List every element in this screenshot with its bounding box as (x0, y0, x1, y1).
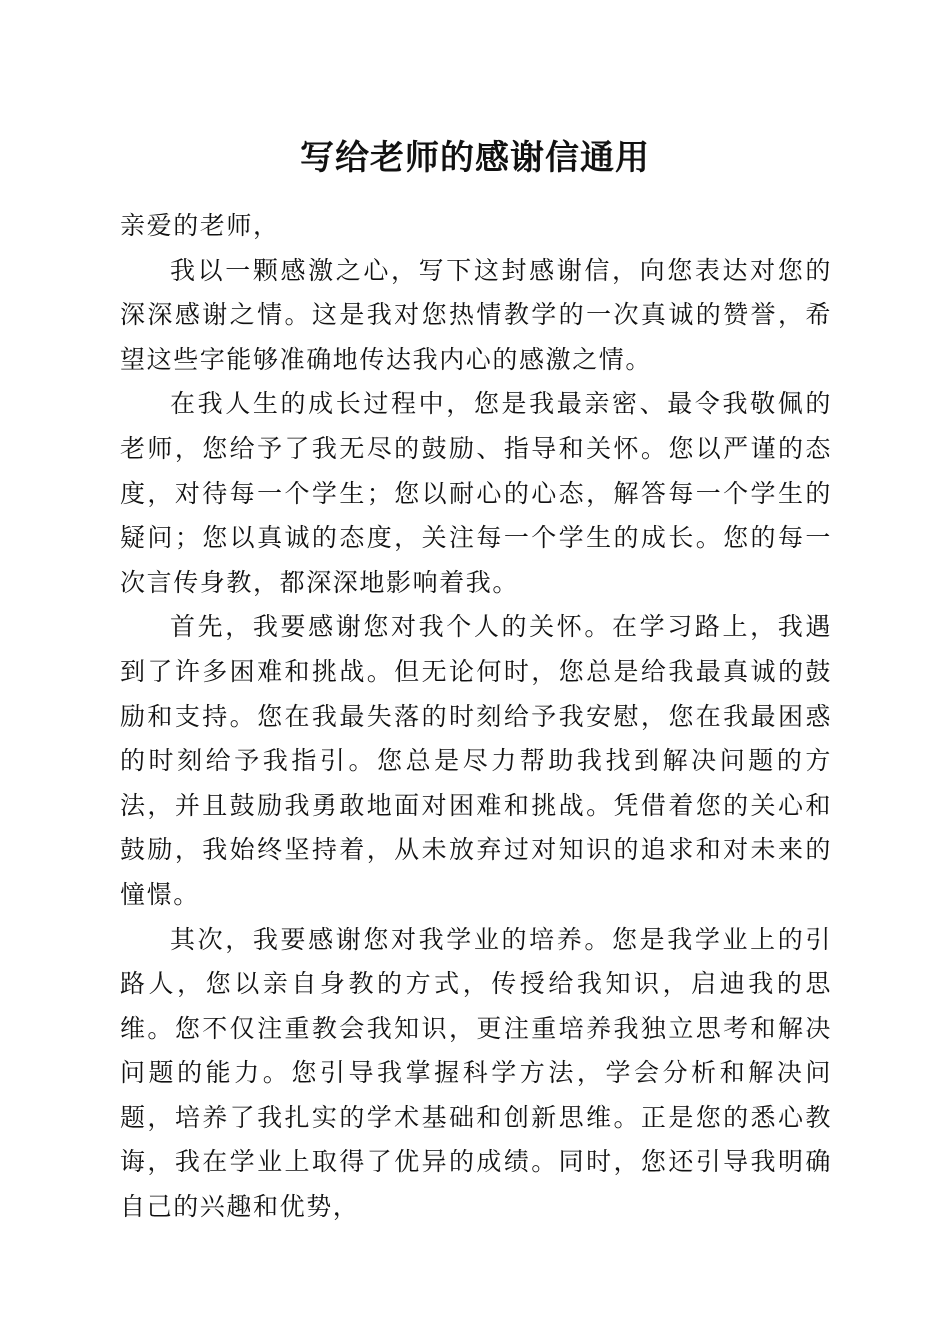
paragraph-4: 其次，我要感谢您对我学业的培养。您是我学业上的引路人，您以亲自身教的方式，传授给我知识，启迪我的思维。您不仅注重教会我知识，更注重培养我独立思考和解决问题的能力。您引导我掌握科学方法，学会分析和解决问题，培养了我扎实的学术基础和创新思维。正是您的悉心教诲，我在学业上取得了优异的成绩。同时，您还引导我明确自己的兴趣和优势， (120, 924, 832, 1222)
paragraph-3: 首先，我要感谢您对我个人的关怀。在学习路上，我遇到了许多困难和挑战。但无论何时，您总是给我最真诚的鼓励和支持。您在我最失落的时刻给予我安慰，您在我最困惑的时刻给予我指引。您总是尽力帮助我找到解决问题的方法，并且鼓励我勇敢地面对困难和挑战。凭借着您的关心和鼓励，我始终坚持着，从未放弃过对知识的追求和对未来的憧憬。 (120, 612, 832, 909)
document-title: 写给老师的感谢信通用 (300, 138, 650, 178)
letter-greeting: 亲爱的老师， (120, 211, 280, 240)
paragraph-1: 我以一颗感激之心，写下这封感谢信，向您表达对您的深深感谢之情。这是我对您热情教学的一次真诚的赞誉，希望这些字能够准确地传达我内心的感激之情。 (120, 255, 832, 374)
letter-body (120, 204, 832, 1230)
paragraph-2: 在我人生的成长过程中，您是我最亲密、最令我敬佩的老师，您给予了我无尽的鼓励、指导和关怀。您以严谨的态度，对待每一个学生；您以耐心的心态，解答每一个学生的疑问；您以真诚的态度，关注每一个学生的成长。您的每一次言传身教，都深深地影响着我。 (120, 389, 832, 597)
